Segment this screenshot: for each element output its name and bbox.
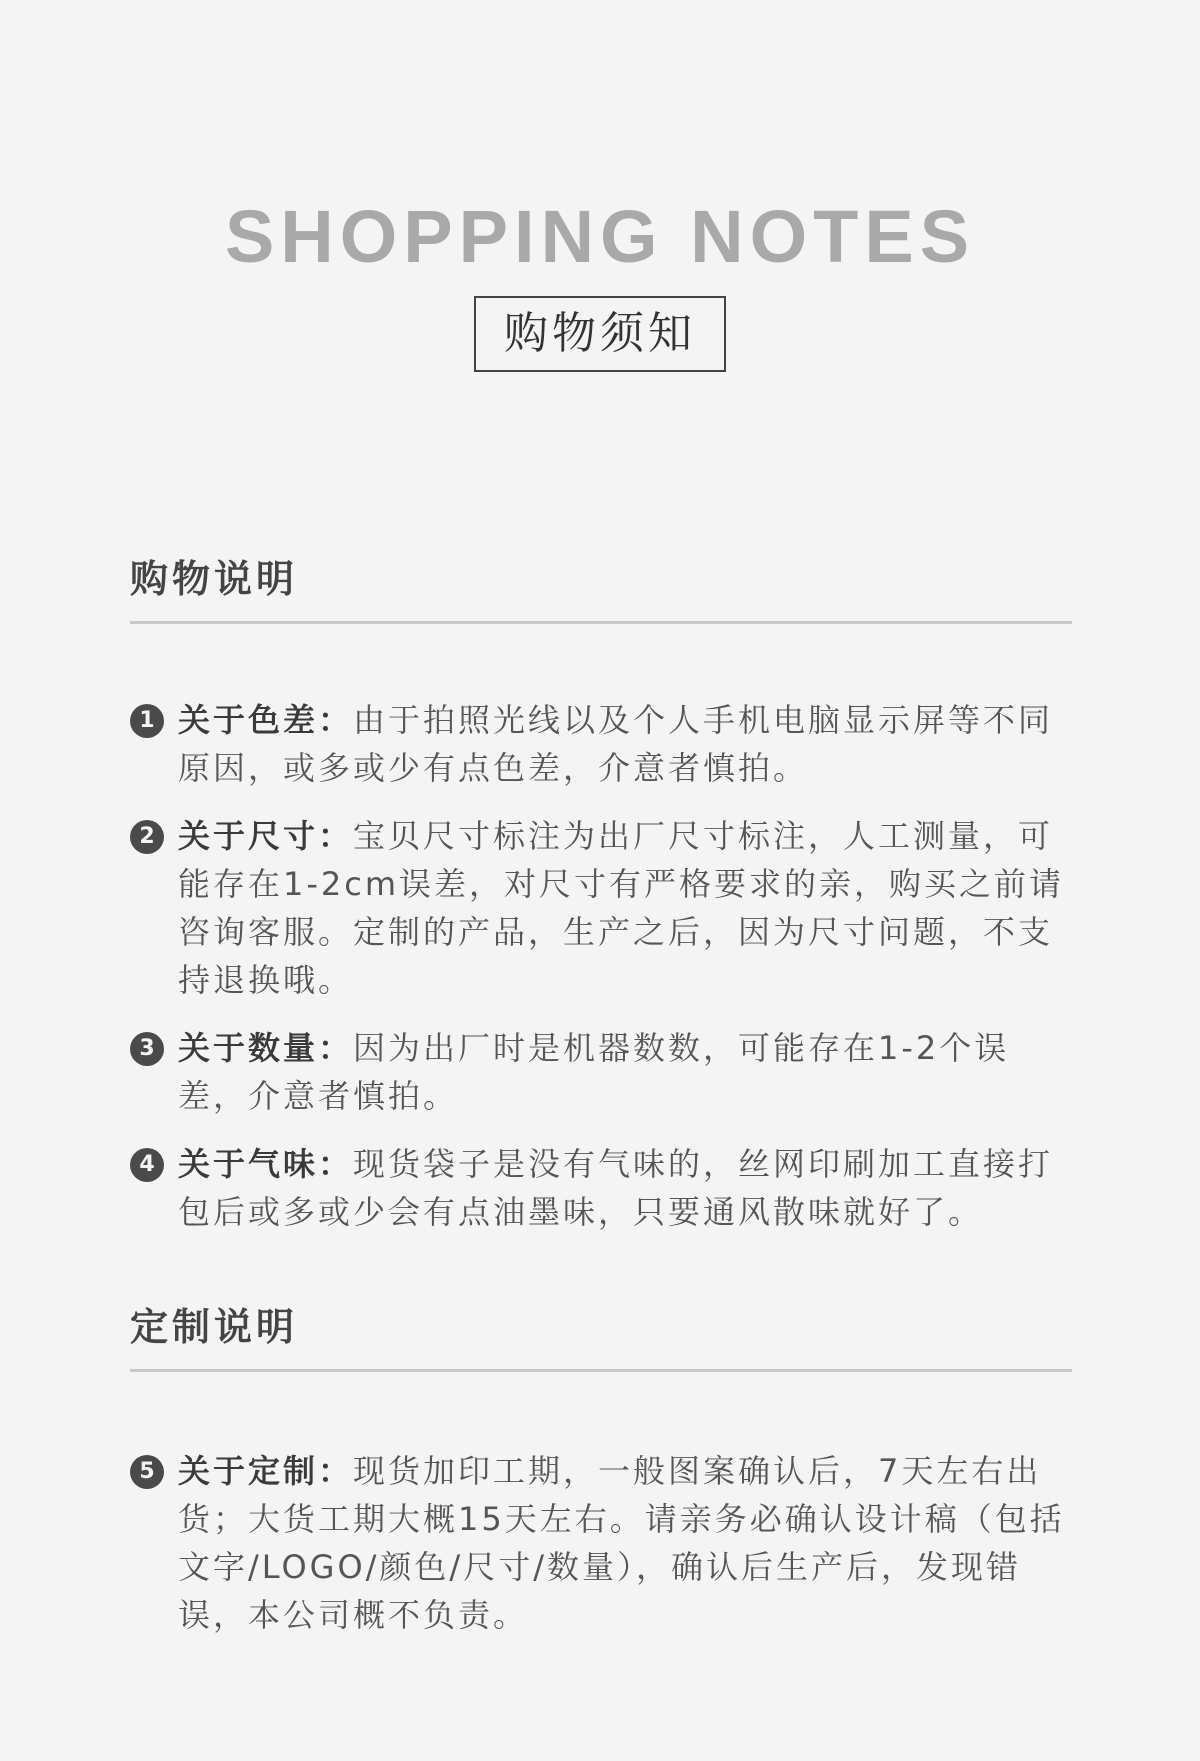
number-badge: 2	[130, 820, 164, 854]
item-label: 关于数量：	[178, 1029, 354, 1067]
section-heading-customization: 定制说明	[130, 1296, 1072, 1372]
section-heading-shopping: 购物说明	[130, 548, 1072, 624]
item-text: 现货加印工期，一般图案确认后，7天左右出货；大货工期大概15天左右。请亲务必确认设计稿（包括文字/LOGO/颜色/尺寸/数量），确认后生产后，发现错误，本公司概不负责。	[178, 1452, 1065, 1634]
list-item-smell	[130, 1140, 1072, 1236]
list-item-size	[130, 812, 1072, 1004]
item-text: 由于拍照光线以及个人手机电脑显示屏等不同原因，或多或少有点色差，介意者慎拍。	[178, 701, 1054, 787]
shopping-info-section	[130, 548, 1072, 624]
shopping-info-list	[130, 696, 1072, 1256]
number-badge: 4	[130, 1148, 164, 1182]
chinese-title-box: 购物须知	[474, 296, 726, 372]
english-title: SHOPPING NOTES	[224, 195, 976, 278]
list-item-customization	[130, 1447, 1072, 1639]
item-label: 关于气味：	[178, 1145, 354, 1183]
page-header	[0, 195, 1200, 372]
list-item-quantity	[130, 1024, 1072, 1120]
item-label: 关于色差：	[178, 701, 354, 739]
number-badge: 3	[130, 1032, 164, 1066]
customization-info-section	[130, 1296, 1072, 1372]
list-item-color-difference	[130, 696, 1072, 792]
item-label: 关于尺寸：	[178, 817, 354, 855]
number-badge: 5	[130, 1455, 164, 1489]
item-label: 关于定制：	[178, 1452, 354, 1490]
item-text: 因为出厂时是机器数数，可能存在1-2个误差，介意者慎拍。	[178, 1029, 1010, 1115]
item-text: 宝贝尺寸标注为出厂尺寸标注，人工测量，可能存在1-2cm误差，对尺寸有严格要求的亲，购买之前请咨询客服。定制的产品，生产之后，因为尺寸问题，不支持退换哦。	[178, 817, 1065, 999]
item-text: 现货袋子是没有气味的，丝网印刷加工直接打包后或多或少会有点油墨味，只要通风散味就好了。	[178, 1145, 1054, 1231]
number-badge: 1	[130, 704, 164, 738]
customization-info-list	[130, 1447, 1072, 1659]
